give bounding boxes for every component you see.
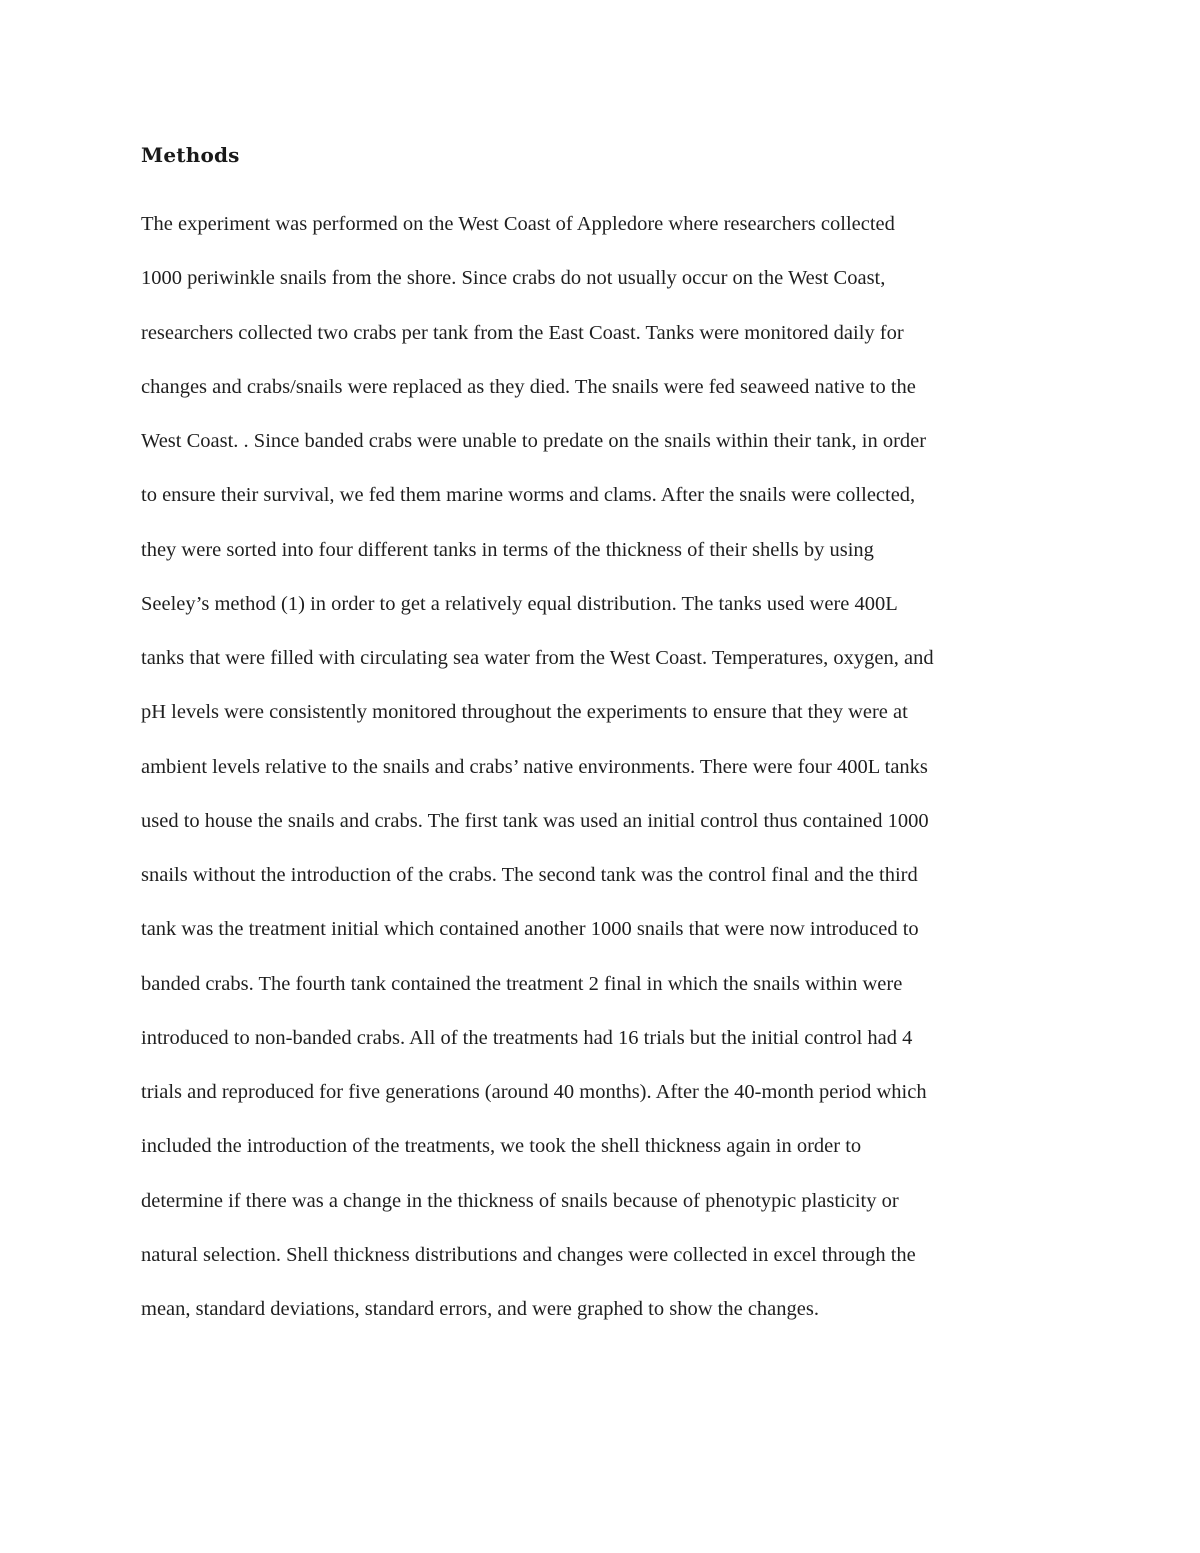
paragraph-line: West Coast. . Since banded crabs were unable to predate on the snails within their tank, in order (141, 430, 927, 452)
paragraph-line: snails without the introduction of the crabs. The second tank was the control final and the third (141, 864, 918, 886)
paragraph-line: tanks that were filled with circulating sea water from the West Coast. Temperatures, oxygen, and (141, 647, 934, 669)
paragraph-line: included the introduction of the treatments, we took the shell thickness again in order to (141, 1135, 862, 1158)
paragraph-line: The experiment was performed on the West Coast of Appledore where researchers collected (141, 213, 895, 235)
paragraph-line: Seeley’s method (1) in order to get a relatively equal distribution. The tanks used were 400L (141, 592, 898, 615)
paragraph-line: banded crabs. The fourth tank contained the treatment 2 final in which the snails within were (141, 972, 903, 995)
paragraph-line: mean, standard deviations, standard errors, and were graphed to show the changes. (141, 1298, 819, 1320)
paragraph-line: pH levels were consistently monitored throughout the experiments to ensure that they were at (141, 701, 908, 724)
paragraph-line: natural selection. Shell thickness distributions and changes were collected in excel through the (141, 1243, 916, 1266)
paragraph-line: used to house the snails and crabs. The first tank was used an initial control thus contained 1000 (141, 809, 929, 832)
paragraph-line: tank was the treatment initial which contained another 1000 snails that were now introduced to (141, 918, 919, 941)
paragraph-line: trials and reproduced for five generations (around 40 months). After the 40-month period which (141, 1081, 927, 1103)
paragraph-line: to ensure their survival, we fed them marine worms and clams. After the snails were collected, (141, 484, 916, 507)
paragraph-line: changes and crabs/snails were replaced as they died. The snails were fed seaweed native to the (141, 375, 916, 398)
section-heading: Methods (141, 143, 240, 167)
paragraph-line: researchers collected two crabs per tank from the East Coast. Tanks were monitored daily for (141, 321, 904, 344)
paragraph-line: introduced to non-banded crabs. All of the treatments had 16 trials but the initial control had 4 (141, 1026, 913, 1049)
methods-paragraph (141, 197, 1081, 1336)
paragraph-line: determine if there was a change in the thickness of snails because of phenotypic plasticity or (141, 1189, 899, 1212)
paragraph-line: they were sorted into four different tanks in terms of the thickness of their shells by using (141, 538, 874, 561)
paragraph-line: 1000 periwinkle snails from the shore. Since crabs do not usually occur on the West Coast, (141, 267, 886, 290)
paragraph-line: ambient levels relative to the snails and crabs’ native environments. There were four 400L tanks (141, 755, 928, 778)
